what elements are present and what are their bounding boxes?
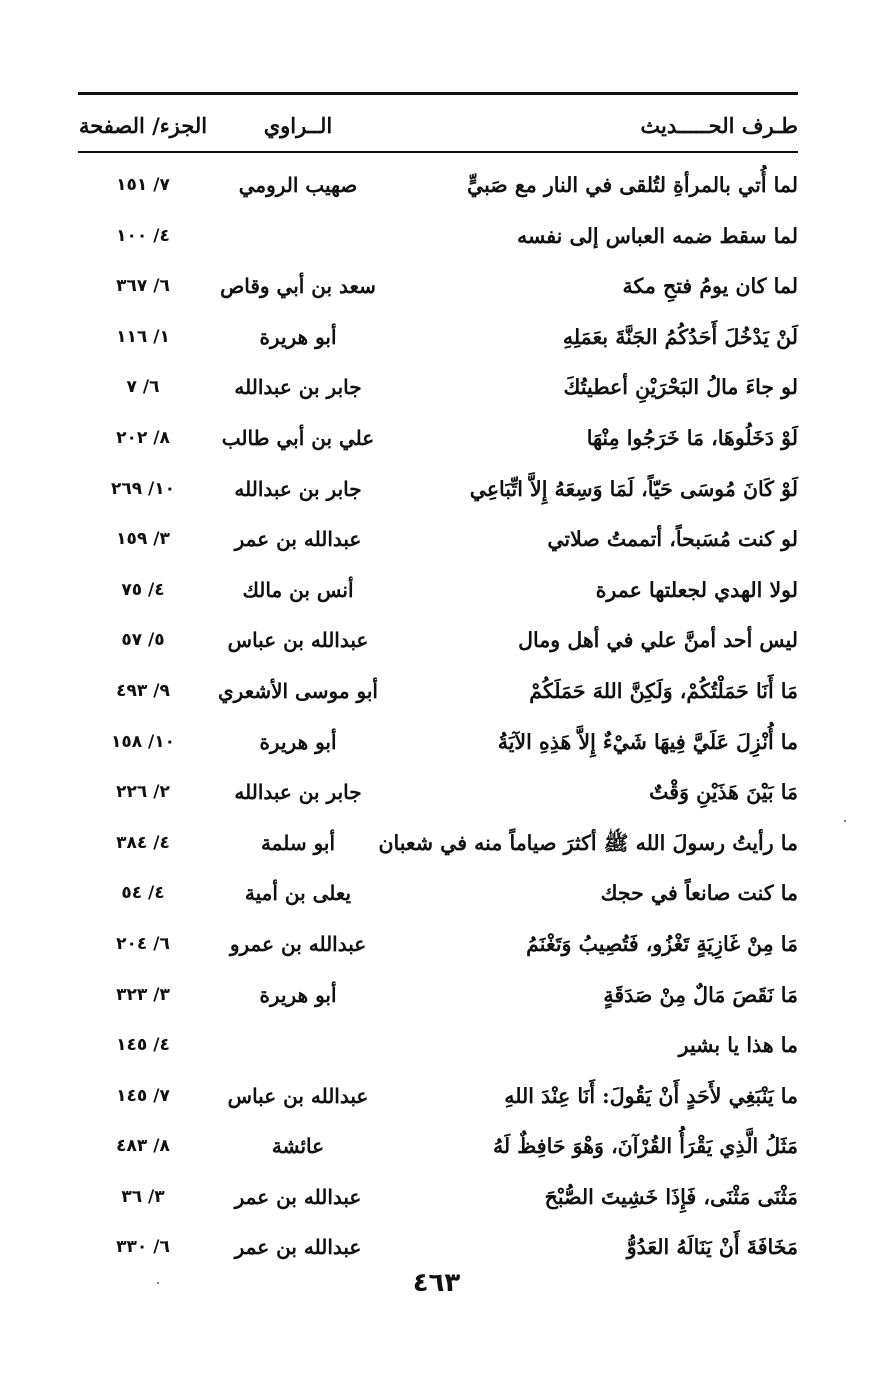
header-ref: الجزء/ الصفحة <box>78 113 208 138</box>
hadith-text: مَا أَنَا حَمَلْتُكُمْ، وَلَكِنَّ اللهَ حَمَلَكُمْ <box>529 678 798 703</box>
narrator-text: أبو سلمة <box>260 830 336 855</box>
narrator-text: عبدالله بن عباس <box>227 628 369 653</box>
narrator-text: أبو هريرة <box>259 324 337 349</box>
volume-page-ref: ١/ ١١٦ <box>116 326 170 347</box>
volume-page-ref: ٤/ ٣٨٤ <box>116 832 170 853</box>
table-row <box>78 261 798 312</box>
volume-page-ref: ٧/ ١٥١ <box>116 175 170 195</box>
header-hadith: طـرف الحـــــديث <box>640 113 798 138</box>
hadith-text: لو جاءَ مالُ البَحْرَيْنِ أعطيتُكَ <box>563 375 798 400</box>
narrator-text <box>198 216 398 256</box>
narrator-text: أنس بن مالك <box>242 577 354 602</box>
hadith-text: لَنْ يَدْخُلَ أَحَدُكُمُ الجَنَّةَ بعَمَلِهِ <box>562 324 798 349</box>
volume-page-ref: ٣/ ١٥٩ <box>116 529 170 550</box>
hadith-text: مَا مِنْ غَازِيَةٍ تَغْزُو، فَتُصِيبُ وَتَغْنَمُ <box>526 931 798 956</box>
volume-page-ref: ١٠/ ٢٦٩ <box>110 478 176 499</box>
narrator-text: عائشة <box>271 1134 325 1159</box>
hadith-text: مَثَلُ الَّذِي يَقْرَأُ القُرْآنَ، وَهْوَ حَافِظٌ لَهُ <box>492 1134 798 1159</box>
hadith-text: لما كان يومُ فتحِ مكة <box>622 274 798 299</box>
volume-page-ref: ٤/ ١٤٥ <box>116 1035 170 1056</box>
narrator-text: أبو هريرة <box>259 729 337 754</box>
hadith-text: ما يَنْبَغِي لأَحَدٍ أَنْ يَقُولَ: أَنَا عِنْدَ اللهِ <box>504 1083 798 1108</box>
volume-page-ref: ٨/ ٢٠٢ <box>116 427 170 448</box>
narrator-text: جابر بن عبدالله <box>234 375 362 400</box>
volume-page-ref: ١٠/ ١٥٨ <box>110 731 176 752</box>
table-row <box>78 362 798 413</box>
narrator-text: سعد بن أبي وقاص <box>220 274 376 299</box>
volume-page-ref: ٦/ ٧ <box>126 377 160 398</box>
hadith-text: لولا الهدي لجعلتها عمرة <box>595 577 798 602</box>
hadith-text: لما سقط ضمه العباس إلى نفسه <box>517 223 798 248</box>
table-row <box>78 514 798 565</box>
narrator-text: عبدالله بن عمر <box>234 1235 362 1260</box>
hadith-text: مَا نَقَصَ مَالٌ مِنْ صَدَقَةٍ <box>603 982 798 1007</box>
hadith-text: ما كنت صانعاً في حجك <box>600 881 798 906</box>
hadith-text: لَوْ دَخَلُوهَا، مَا خَرَجُوا مِنْهَا <box>586 425 798 450</box>
table-row <box>78 413 798 464</box>
hadith-text: لو كنت مُسَبحاً، أتممتُ صلاتي <box>547 527 798 552</box>
narrator-text: علي بن أبي طالب <box>221 425 375 450</box>
narrator-text: عبدالله بن عمر <box>234 1184 362 1209</box>
narrator-text: عبدالله بن عباس <box>227 1083 369 1108</box>
narrator-text: أبو موسى الأشعري <box>218 678 378 703</box>
header-narrator: الــراوي <box>263 113 333 138</box>
table-row <box>78 464 798 515</box>
table-body <box>78 160 798 1273</box>
volume-page-ref: ٦/ ٣٦٧ <box>116 276 170 297</box>
volume-page-ref: ٥/ ٥٧ <box>121 630 165 651</box>
scan-speck <box>157 1282 159 1284</box>
table-row <box>78 767 798 818</box>
hadith-text: ما رأيتُ رسولَ الله ﷺ أكثرَ صياماً منه في شعبان <box>378 830 798 855</box>
top-rule <box>78 92 798 95</box>
hadith-text: مَا بَيْنَ هَذَيْنِ وَقْتٌ <box>649 780 798 805</box>
volume-page-ref: ٨/ ٤٨٣ <box>116 1136 170 1157</box>
table-row <box>78 868 798 919</box>
hadith-text: ما أُنْزِلَ عَلَيَّ فِيهَا شَيْءٌ إِلاَّ هَذِهِ الآيَةُ <box>497 729 798 754</box>
hadith-text: مَثْنَى مَثْنَى، فَإِذَا خَشِيتَ الصُّبْحَ <box>544 1184 798 1209</box>
table-row <box>78 1071 798 1122</box>
table-row <box>78 1121 798 1172</box>
table-row <box>78 160 798 211</box>
hadith-text: لما أُتي بالمرأةِ لتُلقى في النار مع صَبيٍّ <box>467 173 798 197</box>
table-row <box>78 1172 798 1223</box>
volume-page-ref: ٩/ ٤٩٣ <box>116 680 170 701</box>
narrator-text: عبدالله بن عمرو <box>229 931 367 956</box>
hadith-text: مَخَافَةَ أَنْ يَنَالَهُ العَدُوُّ <box>626 1235 798 1260</box>
volume-page-ref: ٦/ ٢٠٤ <box>116 933 170 954</box>
page-number: ٤٦٣ <box>412 1268 461 1298</box>
hadith-text: ما هذا يا بشير <box>678 1033 798 1058</box>
volume-page-ref: ٧/ ١٤٥ <box>116 1085 170 1106</box>
table-row <box>78 1222 798 1273</box>
table-row <box>78 970 798 1021</box>
table-row <box>78 818 798 869</box>
table-row <box>78 565 798 616</box>
narrator-text: أبو هريرة <box>259 982 337 1007</box>
table-row <box>78 666 798 717</box>
table-row <box>78 312 798 363</box>
volume-page-ref: ٣/ ٣٢٣ <box>116 984 170 1005</box>
hadith-text: ليس أحد أمنَّ علي في أهل ومال <box>518 628 798 653</box>
table-row <box>78 717 798 768</box>
table-row <box>78 615 798 666</box>
narrator-text: صهيب الرومي <box>238 173 358 197</box>
table-row <box>78 211 798 262</box>
scan-speck <box>844 820 846 822</box>
hadith-text: لَوْ كَانَ مُوسَى حَيّاً، لَمَا وَسِعَهُ إِلاَّ اتِّبَاعِي <box>469 476 798 501</box>
volume-page-ref: ٤/ ٥٤ <box>121 883 165 904</box>
table-row <box>78 919 798 970</box>
header-rule <box>78 151 798 153</box>
narrator-text: جابر بن عبدالله <box>234 780 362 805</box>
volume-page-ref: ٤/ ٧٥ <box>121 579 165 600</box>
narrator-text: عبدالله بن عمر <box>234 527 362 552</box>
volume-page-ref: ٢/ ٢٢٦ <box>116 782 170 803</box>
narrator-text: يعلى بن أمية <box>244 881 352 906</box>
volume-page-ref: ٤/ ١٠٠ <box>116 225 170 246</box>
narrator-text: جابر بن عبدالله <box>234 476 362 501</box>
narrator-text <box>198 1025 398 1065</box>
volume-page-ref: ٣/ ٣٦ <box>121 1186 165 1207</box>
table-header <box>78 106 798 146</box>
volume-page-ref: ٦/ ٣٣٠ <box>116 1237 170 1258</box>
table-row <box>78 1020 798 1071</box>
